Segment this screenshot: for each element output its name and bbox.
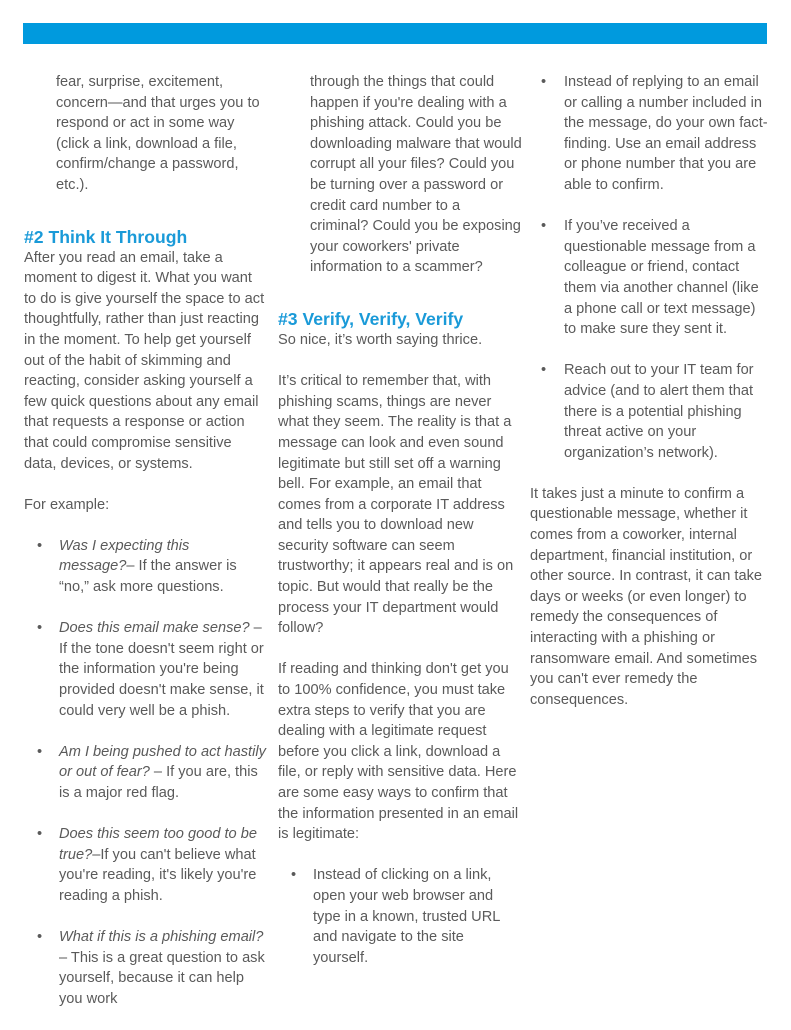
list-item: [530, 72, 770, 196]
list-item: [530, 216, 770, 340]
bullet-icon: •: [37, 743, 43, 760]
list-item: [24, 824, 268, 906]
column-1: [24, 72, 268, 1030]
closing-paragraph: It takes just a minute to confirm a questionable message, whether it comes from a coworker, internal department, financial institution, or other source. In contrast, it can take days or weeks (or even longer) to remedy the consequences of interacting with a phishing or ransomware email. And sometimes you can't ever remedy the consequences.: [530, 485, 762, 708]
example-label: For example:: [24, 496, 110, 513]
list-item: [24, 618, 268, 721]
list-item: [530, 360, 770, 463]
bullet-icon: •: [37, 929, 43, 946]
bullet-icon: •: [37, 826, 43, 843]
tip-text: Instead of replying to an email or calling a number included in the message, do your own fact-finding. Use an email address or phone number that you are able to confirm.: [564, 74, 768, 193]
question-text: Does this seem too good to be true?: [59, 826, 257, 863]
question-text: Am I being pushed to act hastily or out of fear?: [59, 743, 266, 781]
bullet-icon: •: [37, 620, 43, 637]
bullet-icon: •: [541, 74, 547, 90]
list-item: [24, 927, 268, 1009]
bullet-icon: •: [37, 537, 43, 554]
list-item: [24, 742, 268, 804]
question-text: Does this email make sense?: [59, 620, 250, 637]
bullet-icon: •: [541, 362, 547, 379]
question-text: What if this is a phishing email?: [59, 929, 264, 946]
section-2-heading: #2 Think It Through: [24, 226, 188, 247]
bullet-icon: •: [291, 867, 297, 884]
question-text: Was I expecting this message?: [59, 537, 190, 575]
section-3-paragraph-1: It’s critical to remember that, with phishing scams, things are never what they seem. The reality is that a message can look and even sound legitimate but still set off a warning bell. For example, an email that comes from a corporate IT address and tells you to download new security software can seem trustworthy; it appears real and is on topic. But would that really be the process your IT department would follow?: [278, 373, 514, 637]
answer-text: – If the answer is “no,” ask more questions.: [59, 558, 237, 596]
section-3-subtitle: So nice, it’s worth saying thrice.: [278, 331, 483, 348]
header-color-bar: [23, 23, 767, 44]
answer-text: – If the tone doesn't seem right or the information you're being provided doesn't make sense, it could very well be a phish.: [59, 620, 264, 719]
column-2: [278, 72, 522, 989]
tip-text: Reach out to your IT team for advice (and to alert them that there is a potential phishing threat active on your organization’s network).: [564, 362, 754, 461]
list-item: [24, 536, 268, 598]
section-2-continuation: through the things that could happen if you're dealing with a phishing attack. Could you be downloading malware that would corrupt all your files? Could you be turning over a password or credit card number to a criminal? Could you be exposing your coworkers' private information to a scammer?: [310, 74, 522, 276]
section-3-heading: #3 Verify, Verify, Verify: [278, 308, 464, 329]
question-list: [24, 536, 268, 1010]
tip-text: If you’ve received a questionable message from a colleague or friend, contact them via another channel (like a phone call or text message) to make sure they sent it.: [564, 218, 759, 338]
bullet-icon: •: [541, 218, 547, 235]
list-item: [278, 865, 522, 968]
answer-text: –If you can't believe what you're reading, it's likely you're reading a phish.: [59, 846, 257, 904]
column-3: [530, 72, 770, 710]
verify-tips-list-continued: [530, 72, 770, 463]
section-2-paragraph: After you read an email, take a moment to digest it. What you want to do is give yourself the space to act thoughtfully, rather than just reacting in the moment. To help get yourself out of the habit of skimming and reacting, consider asking yourself a few quick questions about any email that requests a response or action that could compromise sensitive data, devices, or systems.: [24, 249, 265, 472]
verify-tips-list: [278, 865, 522, 968]
answer-text: – This is a great question to ask yourself, because it can help you work: [59, 949, 265, 1007]
answer-text: – If you are, this is a major red flag.: [59, 764, 258, 801]
tip-text: Instead of clicking on a link, open your web browser and type in a known, trusted URL and navigate to the site yourself.: [313, 867, 500, 966]
section-3-paragraph-2: If reading and thinking don't get you to 100% confidence, you must take extra steps to verify that you are dealing with a legitimate request before you click a link, download a file, or reply with sensitive data. Here are some easy ways to confirm that the information presented in an email is legitimate:: [278, 661, 519, 843]
intro-continuation: fear, surprise, excitement, concern—and that urges you to respond or act in some way (click a link, download a file, confirm/change a password, etc.).: [56, 74, 260, 193]
